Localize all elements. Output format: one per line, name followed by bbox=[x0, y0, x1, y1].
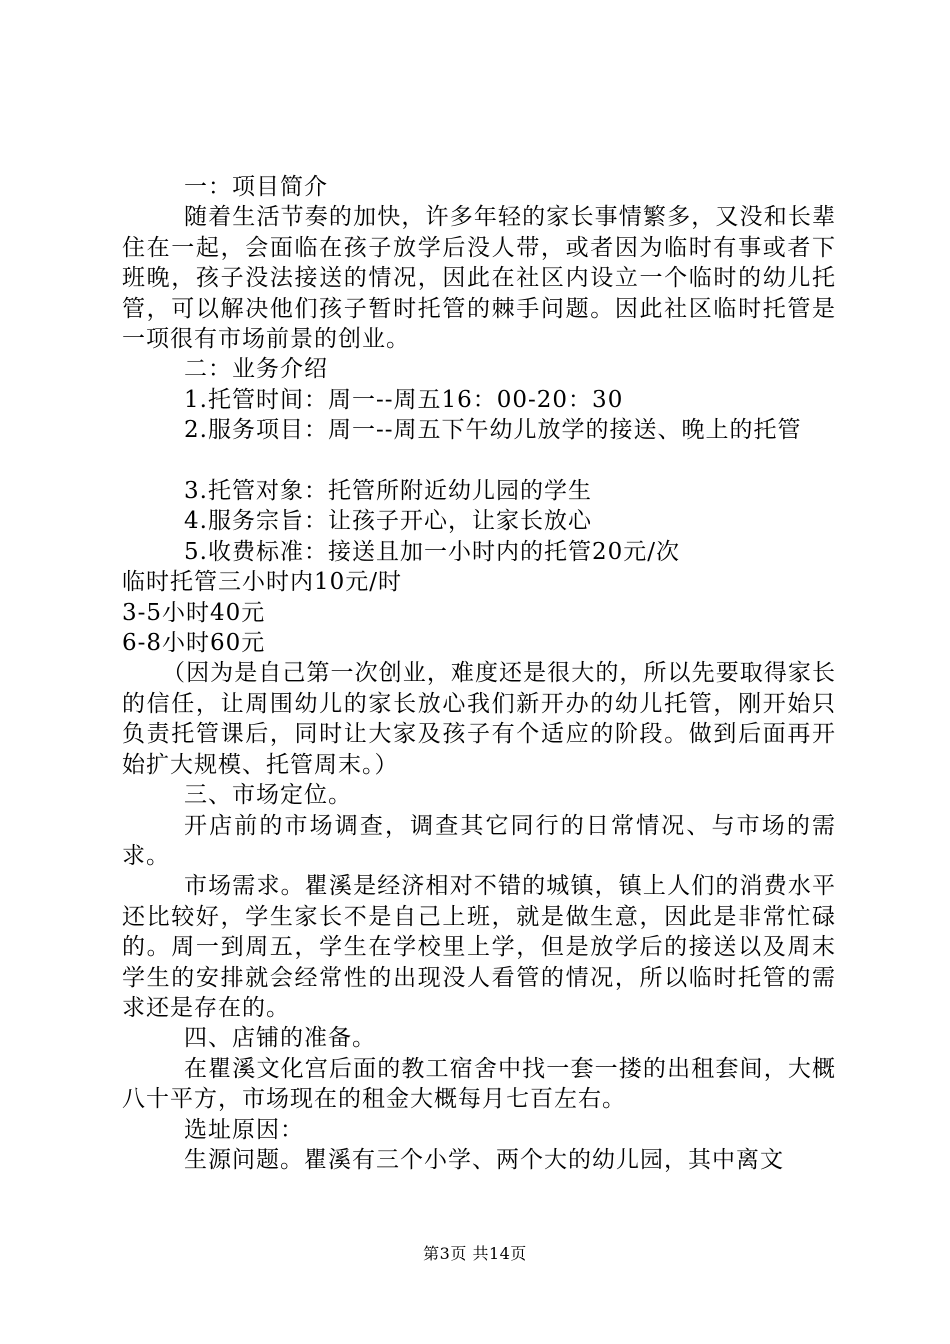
list-item-target: 3.托管对象：托管所附近幼儿园的学生 bbox=[184, 478, 592, 505]
section-heading-shop: 四、店铺的准备。 bbox=[184, 1025, 376, 1052]
list-item-services: 2.服务项目：周一--周五下午幼儿放学的接送、晚上的托管 bbox=[184, 417, 802, 444]
fee-line-3-5-hours: 3-5小时40元 bbox=[122, 599, 266, 626]
section-heading-business: 二：业务介绍 bbox=[184, 356, 328, 383]
fee-line-temporary: 临时托管三小时内10元/时 bbox=[122, 569, 403, 596]
paragraph-market-demand: 市场需求。瞿溪是经济相对不错的城镇，镇上人们的消费水平还比较好，学生家长不是自己上班，就是做生意，因此是非常忙碌的。周一到周五，学生在学校里上学，但是放学后的接送以及周末学生的安排就会经常性的出现没人看管的情况，所以临时托管的需求还是存在的。 bbox=[122, 873, 836, 1021]
section-heading-market: 三、市场定位。 bbox=[184, 782, 352, 809]
document-body bbox=[122, 172, 836, 1175]
paragraph-intro: 随着生活节奏的加快，许多年轻的家长事情繁多，又没和长辈住在一起，会面临在孩子放学后没人带，或者因为临时有事或者下班晚，孩子没法接送的情况，因此在社区内设立一个临时的幼儿托管，可以解决他们孩子暂时托管的棘手问题。因此社区临时托管是一项很有市场前景的创业。 bbox=[122, 204, 836, 353]
section-heading-project-intro: 一：项目简介 bbox=[184, 174, 328, 200]
blank-line bbox=[122, 446, 836, 476]
paragraph-student-source: 生源问题。瞿溪有三个小学、两个大的幼儿园，其中离文 bbox=[184, 1146, 784, 1173]
fee-line-6-8-hours: 6-8小时60元 bbox=[122, 630, 266, 657]
paragraph-site-reason: 选址原因： bbox=[184, 1116, 304, 1143]
list-item-hours: 1.托管时间：周一--周五16：00-20：30 bbox=[184, 386, 624, 413]
page-footer: 第3页 共14页 bbox=[423, 1244, 527, 1263]
list-item-purpose: 4.服务宗旨：让孩子开心，让家长放心 bbox=[184, 508, 592, 535]
paragraph-note: （因为是自己第一次创业，难度还是很大的，所以先要取得家长的信任，让周围幼儿的家长放心我们新开办的幼儿托管，刚开始只负责托管课后，同时让大家及孩子有个适应的阶段。做到后面再开始扩大规模、托管周末。） bbox=[122, 660, 836, 778]
paragraph-shop-prep: 在瞿溪文化宫后面的教工宿舍中找一套一搂的出租套间，大概八十平方，市场现在的租金大概每月七百左右。 bbox=[122, 1055, 836, 1113]
list-item-fees: 5.收费标准：接送且加一小时内的托管20元/次 bbox=[184, 538, 680, 565]
paragraph-market-survey: 开店前的市场调查，调查其它同行的日常情况、与市场的需求。 bbox=[122, 812, 836, 869]
